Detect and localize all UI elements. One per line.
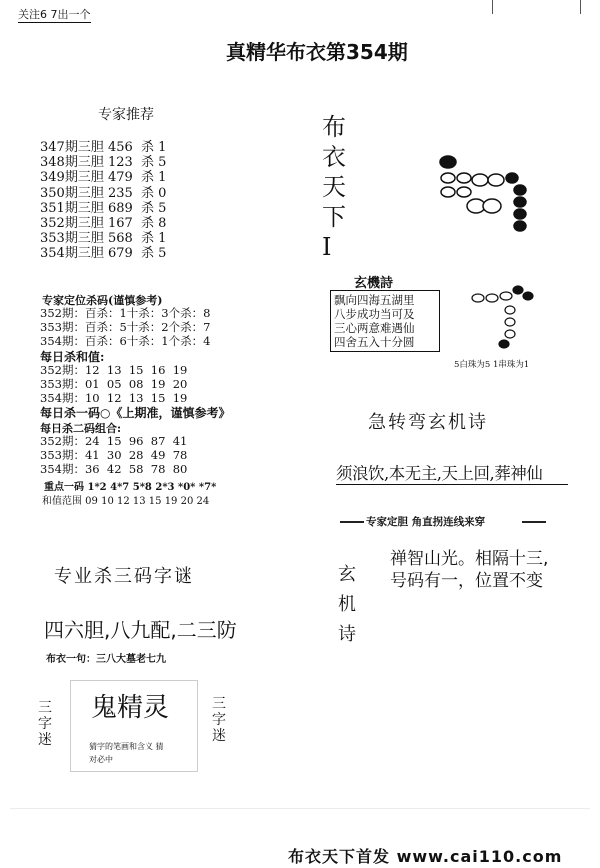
daily-two-row: 352期：24 15 96 87 41 (40, 434, 188, 448)
sum-range-line: 和值范围 09 10 12 13 15 19 20 24 (42, 496, 210, 507)
kill-riddle-title: 专业杀三码字谜 (54, 566, 194, 587)
banner-rule-right (522, 521, 546, 523)
mystic-poem-box (330, 290, 440, 352)
mystic-poem-lines (390, 548, 548, 592)
sharp-turn-title: 急转弯玄机诗 (368, 412, 488, 433)
mystic-poem (334, 293, 415, 349)
top-divider (492, 0, 493, 14)
mystic-poem-line: 三心两意难遇仙 (334, 321, 415, 335)
expert-recommend-list (40, 140, 166, 262)
daily-sum-list (40, 363, 187, 405)
expert-recommend-row: 351期三胆 689 杀 5 (40, 200, 167, 216)
mystic-poem-line: 八步成功当可及 (334, 307, 415, 321)
page-title: 真精华布衣第354期 (226, 40, 408, 64)
ghost-title: 鬼精灵 (91, 693, 170, 723)
daily-two-list (40, 434, 187, 476)
kill-riddle-content: 四六胆,八九配,二三防 (44, 618, 237, 642)
daily-sum-row: 354期：10 12 13 15 19 (40, 391, 188, 405)
expert-recommend-row: 347期三胆 456 杀 1 (40, 140, 167, 155)
position-kill-row: 354期：百杀：6十杀：1个杀：4 (40, 334, 211, 348)
daily-one-heading: 每日杀一码○《上期准，谨慎参考》 (40, 406, 231, 420)
bu-yi-tian-xia-vertical: 布衣天下I (322, 113, 346, 261)
key-one-line: 重点一码 1*2 4*7 5*8 2*3 *0* *7* (44, 482, 217, 493)
expert-recommend-row: 348期三胆 123 杀 5 (40, 155, 167, 171)
mystic-poem-line: 飘向四海五湖里 (334, 293, 415, 307)
follow-note: 关注6 7出一个 (18, 8, 91, 21)
expert-recommend-row: 349期三胆 479 杀 1 (40, 170, 167, 186)
sharp-turn-underline (336, 484, 568, 485)
expert-recommend-heading: 专家推荐 (98, 107, 154, 123)
expert-recommend-row: 353期三胆 568 杀 1 (40, 231, 167, 247)
three-char-riddle-left: 三字迷 (38, 700, 52, 748)
footer-site: 布衣天下首发 www.cai110.com (288, 847, 563, 866)
expert-banner: 专家定胆 角直拐连线来穿 (366, 516, 486, 528)
daily-two-heading: 每日杀二码组合: (40, 422, 122, 435)
mystic-heading: 玄機詩 (354, 276, 394, 291)
ghost-note-2: 对必中 (89, 755, 113, 764)
banner-rule-left (340, 521, 364, 523)
scan-line (10, 808, 590, 809)
position-kill-row: 353期：百杀：5十杀：2个杀：7 (40, 320, 211, 334)
abacus-illustration-bottom (470, 282, 540, 352)
expert-recommend-row: 350期三胆 235 杀 0 (40, 185, 167, 201)
position-kill-row: 352期：百杀：1十杀：3个杀：8 (40, 306, 211, 320)
ghost-riddle-box (70, 680, 198, 772)
mystic-poem-row: 禅智山光。相隔十三, (390, 549, 549, 569)
mystic-poem-vertical: 玄机诗 (338, 564, 356, 645)
daily-two-row: 354期：36 42 58 78 80 (40, 462, 188, 476)
daily-sum-row: 353期：01 05 08 19 20 (40, 377, 188, 391)
bu-yi-saying: 布衣一句：三八大墓老七九 (46, 654, 166, 665)
expert-recommend-row: 354期三胆 679 杀 5 (40, 246, 167, 262)
position-kill-list (40, 306, 210, 348)
abacus-illustration-top (436, 148, 536, 238)
expert-recommend-row: 352期三胆 167 杀 8 (40, 216, 167, 232)
daily-two-row: 353期：41 30 28 49 78 (40, 448, 188, 462)
mystic-poem-line: 四舍五入十分圆 (334, 335, 415, 349)
mystic-poem-row: 号码有一，位置不变 (390, 571, 543, 591)
ghost-note-1: 猜字的笔画和含义 猜 (89, 742, 164, 751)
daily-sum-heading: 每日杀和值: (40, 350, 105, 364)
three-char-riddle-right: 三字迷 (212, 696, 226, 744)
top-divider-right (580, 0, 581, 14)
position-kill-heading: 专家定位杀码(谨慎参考) (42, 294, 163, 307)
daily-sum-row: 352期：12 13 15 16 19 (40, 363, 188, 377)
abacus-legend: 5白珠为5 1串珠为1 (454, 360, 530, 370)
sharp-turn-line: 须浪饮,本无主,天上回,葬神仙 (336, 464, 543, 483)
